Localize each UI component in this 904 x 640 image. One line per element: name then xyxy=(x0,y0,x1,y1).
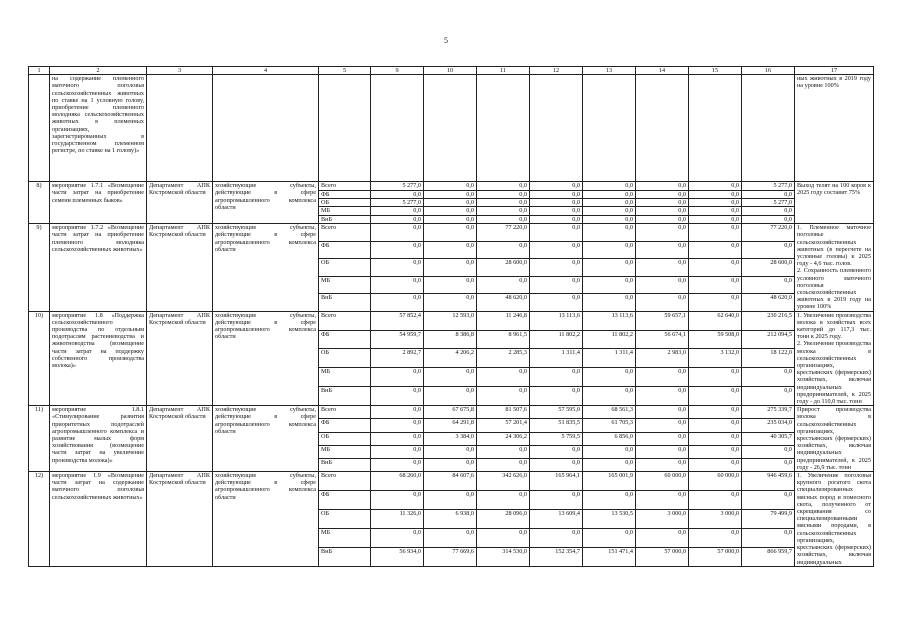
funding-source-cell: МБ xyxy=(319,528,371,547)
expected-result-cell: Выход телят на 100 коров к 2025 году составит 75% xyxy=(795,182,874,224)
funding-source-cell: ФБ xyxy=(319,241,371,258)
amount-cell: 235 034,0 xyxy=(742,419,795,432)
amount-cell: 0,0 xyxy=(742,387,795,406)
amount-cell: 0,0 xyxy=(424,215,477,223)
value-cell xyxy=(371,75,424,182)
amount-cell: 0,0 xyxy=(636,294,689,312)
amount-cell: 0,0 xyxy=(636,445,689,458)
amount-cell: 0,0 xyxy=(583,259,636,276)
funding-source-cell: ОБ xyxy=(319,198,371,206)
row-number-cell: 11) xyxy=(29,406,50,472)
amount-cell: 5 277,0 xyxy=(371,182,424,190)
amount-cell: 0,0 xyxy=(583,190,636,198)
executor-cell: Департамент АПК Костромской области xyxy=(147,182,213,224)
amount-cell: 0,0 xyxy=(530,198,583,206)
amount-cell: 13 609,4 xyxy=(530,509,583,528)
amount-cell: 11 802,2 xyxy=(583,330,636,349)
amount-cell: 0,0 xyxy=(530,490,583,509)
amount-cell: 0,0 xyxy=(424,528,477,547)
amount-cell: 0,0 xyxy=(742,458,795,471)
amount-cell: 275 339,7 xyxy=(742,406,795,419)
amount-cell: 48 620,0 xyxy=(477,294,530,312)
amount-cell: 40 305,7 xyxy=(742,432,795,445)
amount-cell: 212 094,5 xyxy=(742,330,795,349)
amount-cell: 0,0 xyxy=(424,182,477,190)
amount-cell: 56 674,1 xyxy=(636,330,689,349)
row-number-cell: 9) xyxy=(29,224,50,311)
amount-cell: 0,0 xyxy=(477,368,530,387)
expected-result-cell: Прирост производства молока в сельскохозяйственных организациях, крестьянских (фермерских) хозяйствах, включая индивидуальных предпринимателей, к 2025 году - 26,9 тыс. тонн xyxy=(795,406,874,472)
funding-source-cell: МБ xyxy=(319,207,371,215)
amount-cell: 1 311,4 xyxy=(530,349,583,368)
amount-cell: 0,0 xyxy=(371,490,424,509)
amount-cell: 2 285,3 xyxy=(477,349,530,368)
amount-cell: 51 835,5 xyxy=(530,419,583,432)
amount-cell: 151 471,4 xyxy=(583,547,636,566)
amount-cell: 0,0 xyxy=(583,445,636,458)
amount-cell: 77 220,0 xyxy=(742,224,795,241)
amount-cell: 0,0 xyxy=(530,215,583,223)
amount-cell: 0,0 xyxy=(530,294,583,312)
amount-cell: 3 132,0 xyxy=(689,349,742,368)
executor-cell: Департамент АПК Костромской области xyxy=(147,406,213,472)
amount-cell: 0,0 xyxy=(477,490,530,509)
amount-cell: 18 122,0 xyxy=(742,349,795,368)
amount-cell: 0,0 xyxy=(477,207,530,215)
amount-cell: 6 938,0 xyxy=(424,509,477,528)
amount-cell: 0,0 xyxy=(371,406,424,419)
amount-cell: 0,0 xyxy=(424,368,477,387)
result-cell: ных животных в 2019 году на уровне 100% xyxy=(795,75,874,182)
amount-cell: 0,0 xyxy=(636,432,689,445)
amount-cell: 0,0 xyxy=(583,276,636,293)
table-body xyxy=(29,75,874,567)
funding-source-cell: ВнБ xyxy=(319,387,371,406)
amount-cell: 0,0 xyxy=(477,528,530,547)
executor-cell: Департамент АПК Костромской области xyxy=(147,224,213,311)
amount-cell: 0,0 xyxy=(689,387,742,406)
amount-cell: 0,0 xyxy=(689,182,742,190)
participant-cell: хозяйствующие субъекты, действующие в сфере агропромышленного комплекса области xyxy=(213,311,319,406)
funding-source-cell: ВнБ xyxy=(319,215,371,223)
column-header: 1 xyxy=(29,67,50,75)
value-cell xyxy=(636,75,689,182)
amount-cell: 2 892,7 xyxy=(371,349,424,368)
column-header: 14 xyxy=(636,67,689,75)
executor-cell: Департамент АПК Костромской области xyxy=(147,311,213,406)
amount-cell: 314 530,0 xyxy=(477,547,530,566)
amount-cell: 0,0 xyxy=(689,198,742,206)
amount-cell: 0,0 xyxy=(477,445,530,458)
amount-cell: 0,0 xyxy=(477,182,530,190)
funding-source-cell: Всего xyxy=(319,406,371,419)
funding-source-cell: ОБ xyxy=(319,509,371,528)
amount-cell: 6 856,0 xyxy=(583,432,636,445)
amount-cell: 0,0 xyxy=(583,241,636,258)
amount-cell: 342 626,0 xyxy=(477,472,530,491)
amount-cell: 0,0 xyxy=(689,259,742,276)
amount-cell: 3 384,0 xyxy=(424,432,477,445)
amount-cell: 0,0 xyxy=(636,276,689,293)
amount-cell: 0,0 xyxy=(371,224,424,241)
amount-cell: 0,0 xyxy=(636,190,689,198)
funding-source-cell: МБ xyxy=(319,276,371,293)
funding-source-cell: Всего xyxy=(319,224,371,241)
amount-cell: 0,0 xyxy=(742,445,795,458)
funding-source-cell: ОБ xyxy=(319,432,371,445)
column-header: 12 xyxy=(530,67,583,75)
amount-cell: 0,0 xyxy=(530,224,583,241)
amount-cell: 60 000,0 xyxy=(689,472,742,491)
column-header: 16 xyxy=(742,67,795,75)
amount-cell: 13 113,6 xyxy=(583,311,636,330)
amount-cell: 0,0 xyxy=(371,368,424,387)
measure-name-cell: мероприятие 1.9 «Возмещение части затрат на содержание маточного поголовья сельскохозяйственных животных» xyxy=(50,472,147,567)
amount-cell: 0,0 xyxy=(424,190,477,198)
amount-cell: 1 311,4 xyxy=(583,349,636,368)
amount-cell: 3 000,0 xyxy=(636,509,689,528)
amount-cell: 0,0 xyxy=(583,490,636,509)
amount-cell: 0,0 xyxy=(583,528,636,547)
amount-cell: 0,0 xyxy=(477,387,530,406)
amount-cell: 77 669,6 xyxy=(424,547,477,566)
column-header: 5 xyxy=(319,67,371,75)
amount-cell: 0,0 xyxy=(424,259,477,276)
amount-cell: 0,0 xyxy=(424,445,477,458)
funding-source-cell: Всего xyxy=(319,182,371,190)
value-cell xyxy=(583,75,636,182)
source-cell xyxy=(319,75,371,182)
measure-row xyxy=(29,472,874,491)
expected-result-cell: 1. Увеличение производства молока в хозяйствах всех категорий до 117,3 тыс. тонн к 2025 году. 2. Увеличение производства молока в сельскохозяйственных организациях, крестьянских (фермерских) хозяйствах, включая индивидуальных предпринимателей, к 2025 году - до 110,0 тыс. тонн xyxy=(795,311,874,406)
executor-cell xyxy=(147,75,213,182)
amount-cell: 0,0 xyxy=(583,294,636,312)
measure-name-cell: мероприятие 1.7.2 «Возмещение части затрат на приобретение племенного молодняка сельскохозяйственных животных» xyxy=(50,224,147,311)
amount-cell: 5 759,5 xyxy=(530,432,583,445)
amount-cell: 3 000,0 xyxy=(689,509,742,528)
amount-cell: 0,0 xyxy=(371,259,424,276)
amount-cell: 11 326,0 xyxy=(371,509,424,528)
measure-name-cell: мероприятие 1.7.1 «Возмещение части затрат на приобретение семени племенных быков» xyxy=(50,182,147,224)
amount-cell: 0,0 xyxy=(371,528,424,547)
amount-cell: 0,0 xyxy=(530,368,583,387)
participant-cell: хозяйствующие субъекты, действующие в сфере агропромышленного комплекса области xyxy=(213,224,319,311)
amount-cell: 0,0 xyxy=(636,207,689,215)
header-row xyxy=(29,67,874,75)
measure-row xyxy=(29,224,874,241)
amount-cell: 56 934,0 xyxy=(371,547,424,566)
continuation-row xyxy=(29,75,874,182)
column-header: 3 xyxy=(147,67,213,75)
amount-cell: 0,0 xyxy=(742,528,795,547)
measure-row xyxy=(29,311,874,330)
amount-cell: 0,0 xyxy=(636,406,689,419)
column-header: 10 xyxy=(424,67,477,75)
amount-cell: 0,0 xyxy=(424,458,477,471)
amount-cell: 0,0 xyxy=(742,368,795,387)
amount-cell: 67 675,8 xyxy=(424,406,477,419)
column-header: 9 xyxy=(371,67,424,75)
amount-cell: 0,0 xyxy=(371,432,424,445)
amount-cell: 0,0 xyxy=(636,419,689,432)
measure-name-cell: мероприятие 1.8.1 «Стимулирование развития приоритетных подотраслей агропромышленного комплекса и развитие малых форм хозяйствования (возмещение части затрат на увеличение производства молока)» xyxy=(50,406,147,472)
amount-cell: 0,0 xyxy=(583,215,636,223)
amount-cell: 13 113,6 xyxy=(530,311,583,330)
amount-cell: 4 206,2 xyxy=(424,349,477,368)
amount-cell: 0,0 xyxy=(583,368,636,387)
amount-cell: 0,0 xyxy=(424,198,477,206)
row-number-cell: 12) xyxy=(29,472,50,567)
amount-cell: 0,0 xyxy=(530,241,583,258)
amount-cell: 0,0 xyxy=(530,458,583,471)
amount-cell: 0,0 xyxy=(742,207,795,215)
row-number-cell: 10) xyxy=(29,311,50,406)
amount-cell: 2 983,0 xyxy=(636,349,689,368)
funding-source-cell: ФБ xyxy=(319,190,371,198)
amount-cell: 0,0 xyxy=(530,190,583,198)
value-cell xyxy=(689,75,742,182)
amount-cell: 0,0 xyxy=(636,368,689,387)
amount-cell: 0,0 xyxy=(636,387,689,406)
amount-cell: 60 000,0 xyxy=(636,472,689,491)
amount-cell: 0,0 xyxy=(636,458,689,471)
budget-table xyxy=(28,66,874,567)
amount-cell: 62 640,0 xyxy=(689,311,742,330)
amount-cell: 0,0 xyxy=(583,387,636,406)
column-header: 13 xyxy=(583,67,636,75)
funding-source-cell: Всего xyxy=(319,311,371,330)
column-header: 4 xyxy=(213,67,319,75)
amount-cell: 12 593,0 xyxy=(424,311,477,330)
amount-cell: 230 216,5 xyxy=(742,311,795,330)
amount-cell: 84 607,6 xyxy=(424,472,477,491)
row-number-cell: 8) xyxy=(29,182,50,224)
amount-cell: 0,0 xyxy=(530,445,583,458)
amount-cell: 0,0 xyxy=(530,207,583,215)
participant-cell: хозяйствующие субъекты, действующие в сфере агропромышленного комплекса области xyxy=(213,472,319,567)
amount-cell: 0,0 xyxy=(477,215,530,223)
amount-cell: 0,0 xyxy=(689,419,742,432)
amount-cell: 0,0 xyxy=(424,387,477,406)
funding-source-cell: МБ xyxy=(319,368,371,387)
amount-cell: 0,0 xyxy=(371,419,424,432)
amount-cell: 0,0 xyxy=(689,241,742,258)
amount-cell: 24 306,2 xyxy=(477,432,530,445)
amount-cell: 152 354,7 xyxy=(530,547,583,566)
amount-cell: 0,0 xyxy=(371,276,424,293)
participant-cell: хозяйствующие субъекты, действующие в сфере агропромышленного комплекса области xyxy=(213,406,319,472)
amount-cell: 0,0 xyxy=(689,432,742,445)
amount-cell: 0,0 xyxy=(530,182,583,190)
amount-cell: 0,0 xyxy=(636,182,689,190)
amount-cell: 0,0 xyxy=(530,387,583,406)
amount-cell: 0,0 xyxy=(689,294,742,312)
amount-cell: 0,0 xyxy=(424,294,477,312)
amount-cell: 0,0 xyxy=(689,190,742,198)
amount-cell: 5 277,0 xyxy=(371,198,424,206)
amount-cell: 77 220,0 xyxy=(477,224,530,241)
amount-cell: 0,0 xyxy=(477,276,530,293)
row-number-cell xyxy=(29,75,50,182)
funding-source-cell: ОБ xyxy=(319,349,371,368)
column-header: 15 xyxy=(689,67,742,75)
funding-source-cell: ВнБ xyxy=(319,458,371,471)
amount-cell: 28 600,0 xyxy=(742,259,795,276)
amount-cell: 61 705,3 xyxy=(583,419,636,432)
amount-cell: 68 260,0 xyxy=(371,472,424,491)
amount-cell: 165 001,9 xyxy=(583,472,636,491)
amount-cell: 57 000,0 xyxy=(636,547,689,566)
amount-cell: 0,0 xyxy=(371,215,424,223)
amount-cell: 0,0 xyxy=(742,276,795,293)
value-cell xyxy=(424,75,477,182)
amount-cell: 0,0 xyxy=(689,207,742,215)
amount-cell: 866 959,7 xyxy=(742,547,795,566)
amount-cell: 0,0 xyxy=(636,215,689,223)
amount-cell: 0,0 xyxy=(583,207,636,215)
funding-source-cell: ОБ xyxy=(319,259,371,276)
page-number: 5 xyxy=(444,36,448,45)
column-header: 2 xyxy=(50,67,147,75)
measure-name-cell: на содержание племенного маточного поголовья сельскохозяйственных животных по ставке на 1 условную голову, приобретение племенного молодняка сельскохозяйственных животных в племенных организациях, зарегистрированных в государственном племенном регистре, по ставке на 1 голову)» xyxy=(50,75,147,182)
amount-cell: 0,0 xyxy=(371,294,424,312)
amount-cell: 57 201,4 xyxy=(477,419,530,432)
amount-cell: 0,0 xyxy=(477,458,530,471)
amount-cell: 0,0 xyxy=(371,207,424,215)
amount-cell: 0,0 xyxy=(742,490,795,509)
amount-cell: 0,0 xyxy=(636,259,689,276)
amount-cell: 0,0 xyxy=(742,190,795,198)
amount-cell: 0,0 xyxy=(424,241,477,258)
amount-cell: 0,0 xyxy=(424,207,477,215)
amount-cell: 59 508,0 xyxy=(689,330,742,349)
amount-cell: 0,0 xyxy=(636,528,689,547)
expected-result-cell: 1. Увеличение поголовья крупного рогатого скота специализированных мясных пород и помесного скота, полученного от скрещивания со специализированными мясными породами, в сельскохозяйственных организациях, крестьянских (фермерских) хозяйствах, включая индивидуальных xyxy=(795,472,874,567)
value-cell xyxy=(742,75,795,182)
funding-source-cell: Всего xyxy=(319,472,371,491)
amount-cell: 0,0 xyxy=(689,528,742,547)
amount-cell: 0,0 xyxy=(530,276,583,293)
column-header: 17 xyxy=(795,67,874,75)
amount-cell: 79 499,9 xyxy=(742,509,795,528)
amount-cell: 54 959,7 xyxy=(371,330,424,349)
column-header: 11 xyxy=(477,67,530,75)
amount-cell: 0,0 xyxy=(689,490,742,509)
amount-cell: 48 620,0 xyxy=(742,294,795,312)
amount-cell: 0,0 xyxy=(477,241,530,258)
amount-cell: 5 277,0 xyxy=(742,182,795,190)
amount-cell: 0,0 xyxy=(371,458,424,471)
amount-cell: 0,0 xyxy=(477,198,530,206)
amount-cell: 0,0 xyxy=(636,490,689,509)
funding-source-cell: ФБ xyxy=(319,419,371,432)
amount-cell: 0,0 xyxy=(477,190,530,198)
measure-name-cell: мероприятие 1.8 «Поддержка сельскохозяйственного производства по отдельным подотраслям растениеводства и животноводства (возмещение части затрат на поддержку собственного производства молока)» xyxy=(50,311,147,406)
amount-cell: 0,0 xyxy=(689,276,742,293)
amount-cell: 81 507,6 xyxy=(477,406,530,419)
amount-cell: 0,0 xyxy=(424,490,477,509)
amount-cell: 8 961,5 xyxy=(477,330,530,349)
amount-cell: 0,0 xyxy=(689,445,742,458)
amount-cell: 28 600,0 xyxy=(477,259,530,276)
amount-cell: 0,0 xyxy=(371,241,424,258)
executor-cell: Департамент АПК Костромской области xyxy=(147,472,213,567)
amount-cell: 0,0 xyxy=(689,368,742,387)
funding-source-cell: МБ xyxy=(319,445,371,458)
amount-cell: 5 277,0 xyxy=(742,198,795,206)
amount-cell: 0,0 xyxy=(583,182,636,190)
amount-cell: 0,0 xyxy=(689,215,742,223)
participant-cell: хозяйствующие субъекты, действующие в сфере агропромышленного комплекса области xyxy=(213,182,319,224)
amount-cell: 0,0 xyxy=(583,198,636,206)
amount-cell: 13 530,5 xyxy=(583,509,636,528)
amount-cell: 0,0 xyxy=(424,224,477,241)
amount-cell: 165 964,1 xyxy=(530,472,583,491)
participant-cell xyxy=(213,75,319,182)
amount-cell: 11 802,2 xyxy=(530,330,583,349)
amount-cell: 0,0 xyxy=(371,445,424,458)
amount-cell: 0,0 xyxy=(583,458,636,471)
amount-cell: 0,0 xyxy=(742,241,795,258)
value-cell xyxy=(530,75,583,182)
amount-cell: 11 246,8 xyxy=(477,311,530,330)
amount-cell: 0,0 xyxy=(689,458,742,471)
amount-cell: 0,0 xyxy=(742,215,795,223)
amount-cell: 946 459,6 xyxy=(742,472,795,491)
funding-source-cell: ВнБ xyxy=(319,547,371,566)
amount-cell: 57 595,0 xyxy=(530,406,583,419)
value-cell xyxy=(477,75,530,182)
amount-cell: 0,0 xyxy=(689,406,742,419)
amount-cell: 0,0 xyxy=(530,259,583,276)
amount-cell: 68 561,3 xyxy=(583,406,636,419)
amount-cell: 0,0 xyxy=(689,224,742,241)
amount-cell: 0,0 xyxy=(530,528,583,547)
amount-cell: 0,0 xyxy=(371,387,424,406)
funding-source-cell: ФБ xyxy=(319,490,371,509)
measure-row xyxy=(29,406,874,419)
funding-source-cell: ВнБ xyxy=(319,294,371,312)
expected-result-cell: 1. Племенное маточное поголовье сельскохозяйственных животных (в пересчете на условные головы) к 2025 году - 4,6 тыс. голов. 2. Сохранность племенного условного маточного поголовья сельскохозяйственных животных в 2019 году на уровне 100% xyxy=(795,224,874,311)
amount-cell: 57 000,0 xyxy=(689,547,742,566)
measure-row xyxy=(29,182,874,190)
amount-cell: 59 657,1 xyxy=(636,311,689,330)
amount-cell: 0,0 xyxy=(636,198,689,206)
amount-cell: 8 386,8 xyxy=(424,330,477,349)
amount-cell: 0,0 xyxy=(636,224,689,241)
amount-cell: 0,0 xyxy=(424,276,477,293)
funding-source-cell: ФБ xyxy=(319,330,371,349)
amount-cell: 0,0 xyxy=(371,190,424,198)
amount-cell: 57 852,4 xyxy=(371,311,424,330)
amount-cell: 64 291,8 xyxy=(424,419,477,432)
amount-cell: 28 096,0 xyxy=(477,509,530,528)
amount-cell: 0,0 xyxy=(583,224,636,241)
amount-cell: 0,0 xyxy=(636,241,689,258)
